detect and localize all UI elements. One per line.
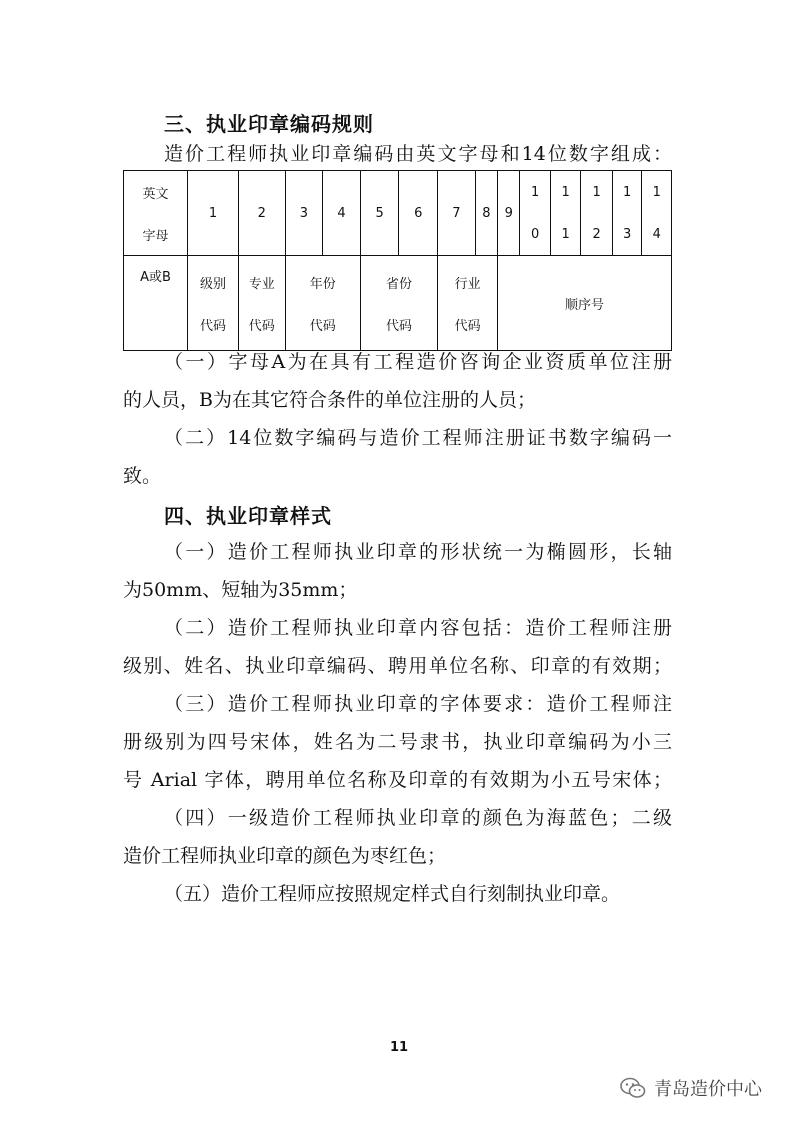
section3-heading: 三、执业印章编码规则 (164, 112, 374, 136)
header-letter: 英文 字母 (124, 171, 188, 256)
seal-code-table (123, 170, 672, 351)
digit-cell: 1 1 (550, 171, 581, 256)
section3-intro: 造价工程师执业印章编码由英文字母和14位数字组成： (164, 143, 672, 165)
item-line: （一）造价工程师执业印章的形状统一为椭圆形，长轴 (164, 541, 672, 563)
digit-cell: 7 (438, 171, 476, 256)
letter-meaning: A或B (124, 256, 188, 351)
item-line: 造价工程师执业印章的颜色为枣红色； (123, 845, 447, 867)
item-line: 号 Arial 字体，聘用单位名称及印章的有效期为小五号宋体； (123, 769, 672, 791)
digit-cell: 1 4 (642, 171, 672, 256)
item-line: （四）一级造价工程师执业印章的颜色为海蓝色；二级 (164, 807, 672, 829)
sequence-number: 顺序号 (498, 256, 672, 351)
digit-cell: 1 2 (581, 171, 613, 256)
table-row-meaning (124, 256, 672, 351)
wechat-icon (620, 1077, 646, 1099)
note-line: （一）字母A为在具有工程造价咨询企业资质单位注册 (164, 351, 672, 373)
note-line: 致。 (123, 465, 162, 487)
note-line: 的人员，B为在其它符合条件的单位注册的人员； (123, 389, 536, 411)
digit-cell: 3 (285, 171, 323, 256)
item-line: 级别、姓名、执业印章编码、聘用单位名称、印章的有效期； (123, 655, 672, 677)
section4-heading: 四、执业印章样式 (164, 504, 332, 528)
item-line: 册级别为四号宋体，姓名为二号隶书，执业印章编码为小三 (123, 731, 672, 753)
digit-cell: 5 (360, 171, 399, 256)
digit-cell: 4 (323, 171, 361, 256)
digit-cell: 8 (475, 171, 497, 256)
level-code: 级别 代码 (188, 256, 239, 351)
digit-cell: 2 (238, 171, 285, 256)
digit-cell: 1 0 (520, 171, 551, 256)
year-code: 年份 代码 (285, 256, 360, 351)
industry-code: 行业 代码 (438, 256, 498, 351)
digit-cell: 1 (188, 171, 239, 256)
watermark (620, 1075, 762, 1101)
major-code: 专业 代码 (238, 256, 285, 351)
note-line: （二）14位数字编码与造价工程师注册证书数字编码一 (164, 427, 672, 449)
province-code: 省份 代码 (360, 256, 437, 351)
page-number: 11 (390, 1040, 409, 1055)
item-line: （三）造价工程师执业印章的字体要求：造价工程师注 (164, 693, 672, 715)
item-line: （二）造价工程师执业印章内容包括：造价工程师注册 (164, 617, 672, 639)
digit-cell: 1 3 (612, 171, 641, 256)
item-line: （五）造价工程师应按照规定样式自行刻制执业印章。 (164, 883, 621, 905)
digit-cell: 9 (498, 171, 520, 256)
item-line: 为50mm、短轴为35mm； (123, 579, 358, 601)
watermark-text: 青岛造价中心 (654, 1079, 762, 1100)
digit-cell: 6 (399, 171, 438, 256)
table-row-digits (124, 171, 672, 256)
